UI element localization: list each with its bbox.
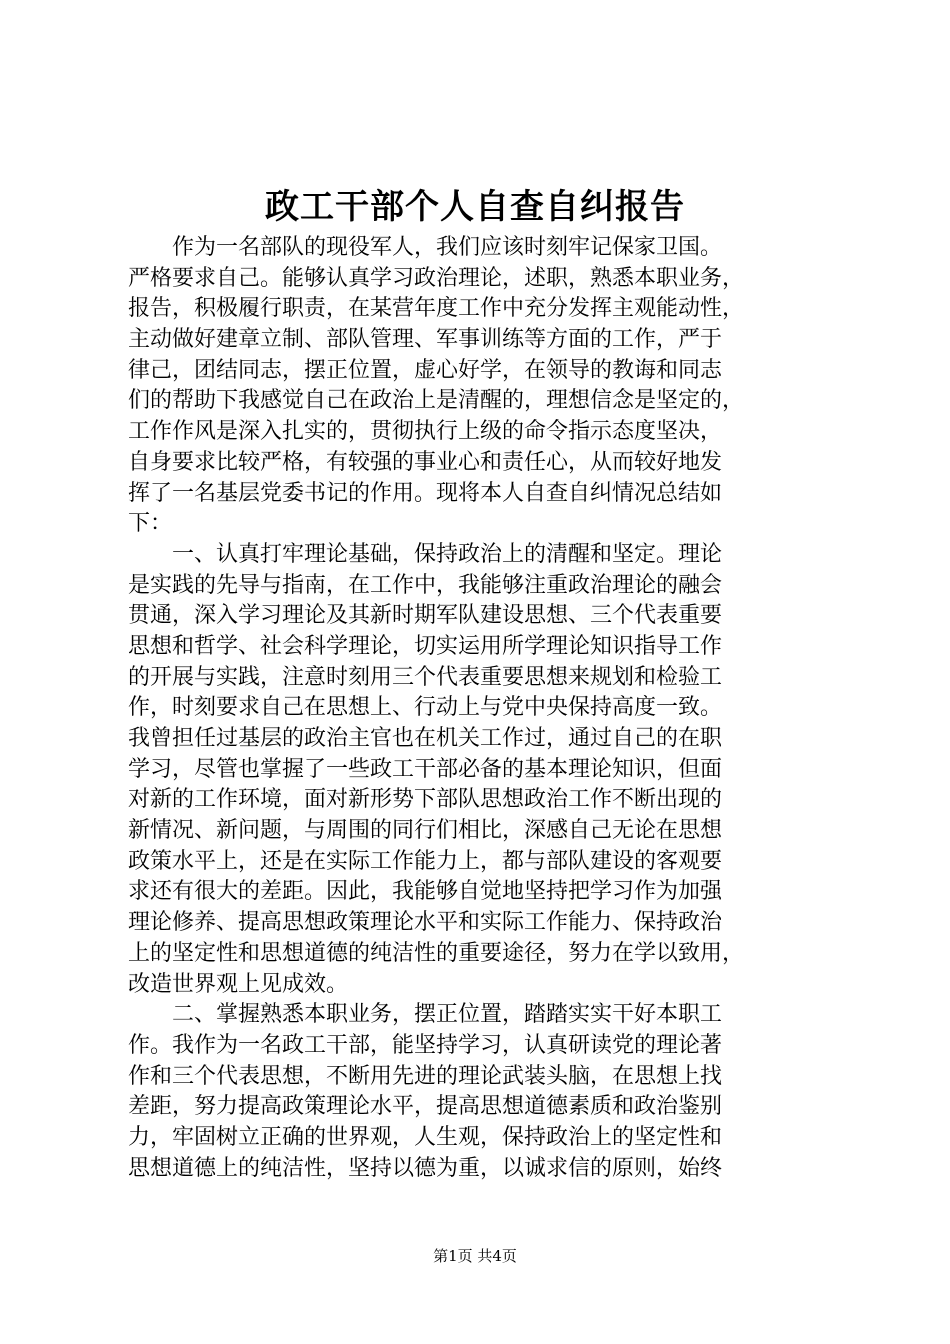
text-line: 上的坚定性和思想道德的纯洁性的重要途径，努力在学以致用， (128, 940, 745, 966)
text-line: 理论修养、提高思想政策理论水平和实际工作能力、保持政治 (128, 910, 723, 936)
text-line: 思想和哲学、社会科学理论，切实运用所学理论知识指导工作 (128, 633, 723, 659)
text-line: 力，牢固树立正确的世界观，人生观，保持政治上的坚定性和 (128, 1124, 723, 1150)
text-line: 对新的工作环境，面对新形势下部队思想政治工作不断出现的 (128, 787, 723, 813)
text-line: 政策水平上，还是在实际工作能力上，都与部队建设的客观要 (128, 848, 723, 874)
text-line: 作和三个代表思想，不断用先进的理论武装头脑，在思想上找 (128, 1063, 723, 1089)
text-line: 是实践的先导与指南，在工作中，我能够注重政治理论的融会 (128, 572, 723, 598)
document-title: 政工干部个人自查自纠报告 (265, 187, 685, 227)
text-line: 学习，尽管也掌握了一些政工干部必备的基本理论知识，但面 (128, 756, 723, 782)
text-line: 求还有很大的差距。因此，我能够自觉地坚持把学习作为加强 (128, 879, 723, 905)
text-line: 改造世界观上见成效。 (128, 971, 349, 997)
text-line: 贯通，深入学习理论及其新时期军队建设思想、三个代表重要 (128, 603, 723, 629)
text-line: 挥了一名基层党委书记的作用。现将本人自查自纠情况总结如 (128, 480, 723, 506)
text-line: 我曾担任过基层的政治主官也在机关工作过，通过自己的在职 (128, 726, 723, 751)
text-line: 的开展与实践，注意时刻用三个代表重要思想来规划和检验工 (128, 664, 723, 690)
text-line: 们的帮助下我感觉自己在政治上是清醒的，理想信念是坚定的， (128, 388, 745, 414)
text-line: 工作作风是深入扎实的，贯彻执行上级的命令指示态度坚决， (128, 419, 723, 445)
text-line: 作。我作为一名政工干部，能坚持学习，认真研读党的理论著 (128, 1032, 723, 1058)
text-line: 差距，努力提高政策理论水平，提高思想道德素质和政治鉴别 (128, 1094, 723, 1120)
text-line: 作，时刻要求自己在思想上、行动上与党中央保持高度一致。 (128, 695, 723, 721)
text-line: 一、认真打牢理论基础，保持政治上的清醒和坚定。理论 (128, 541, 723, 567)
text-line: 律己，团结同志，摆正位置，虚心好学，在领导的教诲和同志 (128, 357, 723, 383)
text-line: 自身要求比较严格，有较强的事业心和责任心，从而较好地发 (128, 449, 723, 475)
text-line: 思想道德上的纯洁性，坚持以德为重，以诚求信的原则，始终 (128, 1155, 723, 1181)
text-line: 新情况、新问题，与周围的同行们相比，深感自己无论在思想 (128, 818, 723, 844)
text-line: 主动做好建章立制、部队管理、军事训练等方面的工作，严于 (128, 327, 723, 353)
page-footer: 第1页 共4页 (433, 1247, 517, 1265)
document-body (128, 233, 840, 1184)
text-line: 严格要求自己。能够认真学习政治理论，述职，熟悉本职业务， (128, 265, 745, 291)
text-line: 作为一名部队的现役军人，我们应该时刻牢记保家卫国。 (128, 235, 723, 260)
text-line: 二、掌握熟悉本职业务，摆正位置，踏踏实实干好本职工 (128, 1002, 723, 1028)
text-line: 报告，积极履行职责，在某营年度工作中充分发挥主观能动性， (128, 296, 745, 322)
text-line: 下： (128, 511, 173, 537)
